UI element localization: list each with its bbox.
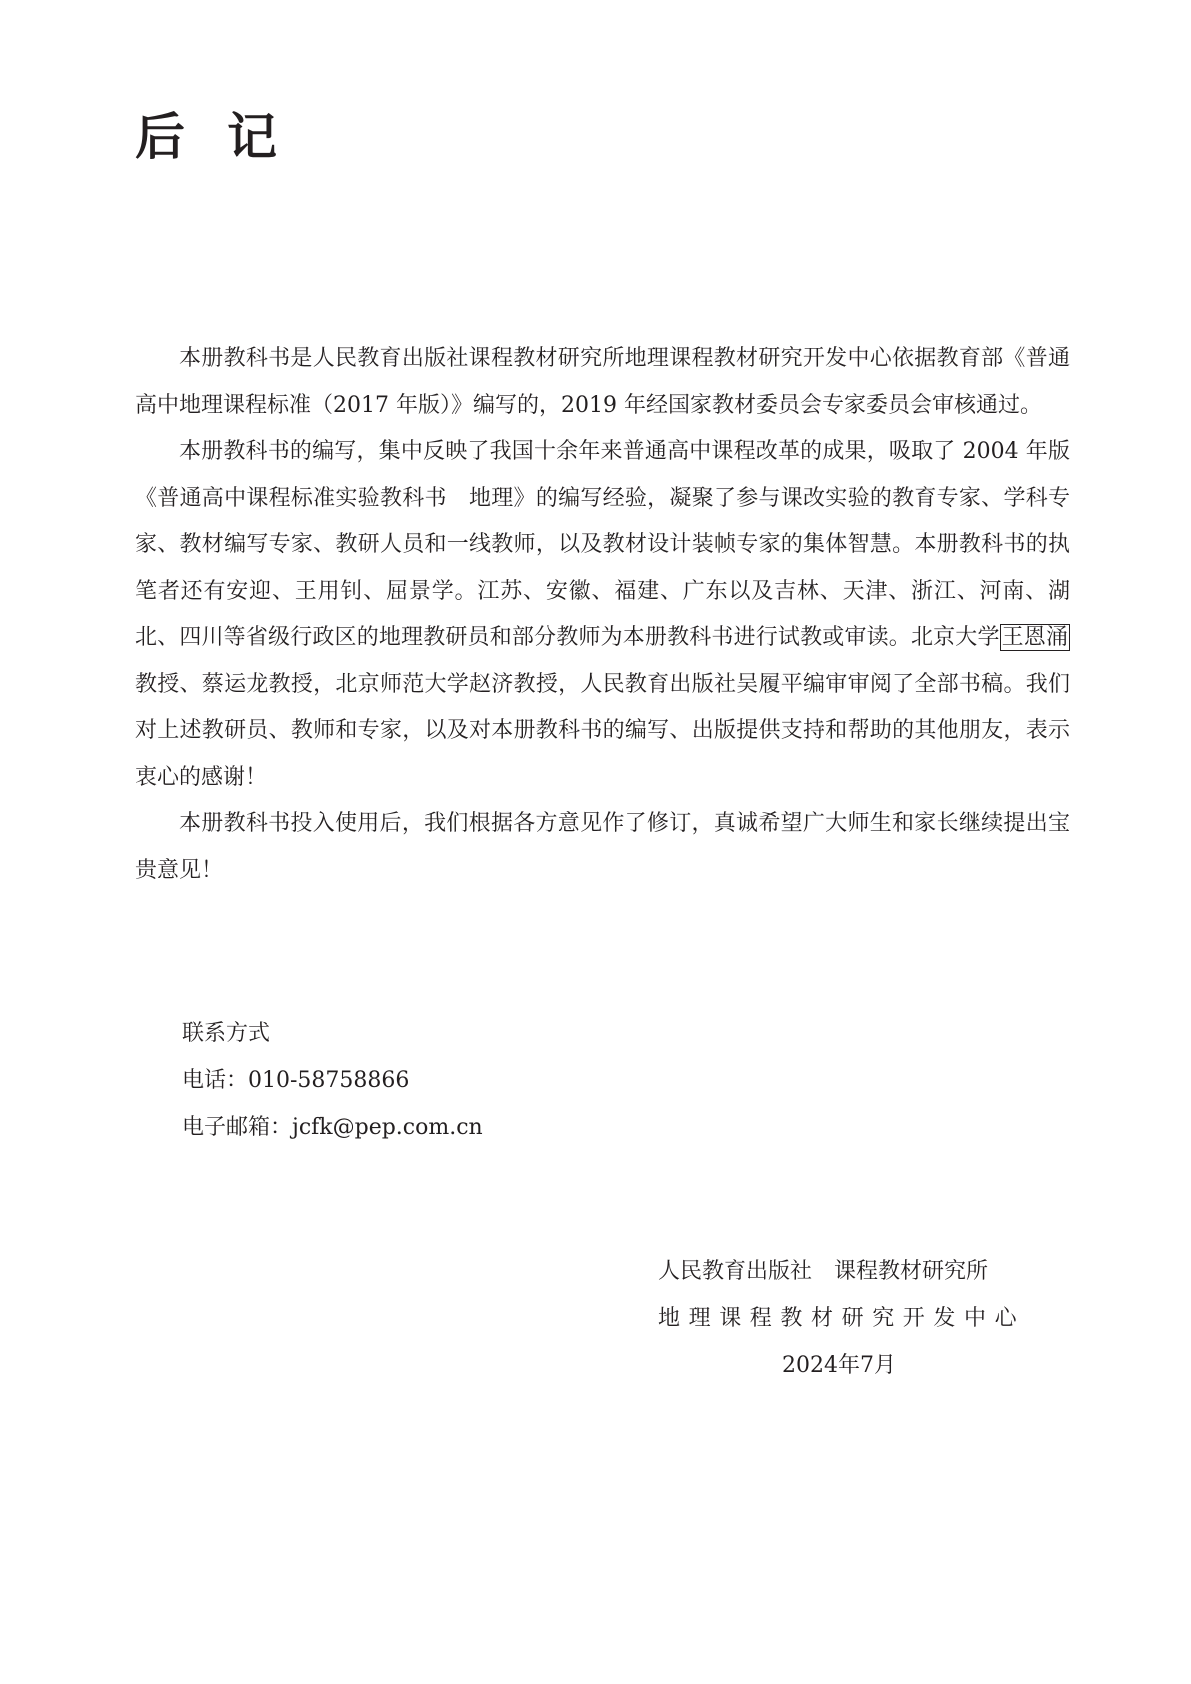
contact-info bbox=[182, 1010, 483, 1151]
paragraph-1: 本册教科书是人民教育出版社课程教材研究所地理课程教材研究开发中心依据教育部《普通高中地理课程标准（2017 年版）》编写的，2019 年经国家教材委员会专家委员会审核通过。 bbox=[135, 346, 1070, 418]
postscript-body bbox=[135, 336, 1070, 894]
paragraph-2-text-after: 教授、蔡运龙教授，北京师范大学赵济教授，人民教育出版社吴履平编审审阅了全部书稿。我们对上述教研员、教师和专家，以及对本册教科书的编写、出版提供支持和帮助的其他朋友，表示衷心的感谢！ bbox=[135, 671, 1070, 790]
contact-phone: 电话：010-58758866 bbox=[182, 1068, 410, 1093]
signature-center: 地理课程教材研究开发中心 bbox=[658, 1306, 1026, 1331]
signature-publisher: 人民教育出版社 课程教材研究所 bbox=[658, 1259, 989, 1284]
boxed-name: 王恩涌 bbox=[1001, 625, 1068, 650]
signature-date: 2024年7月 bbox=[782, 1353, 896, 1378]
page-title: 后记 bbox=[135, 107, 319, 166]
contact-heading: 联系方式 bbox=[182, 1021, 271, 1046]
signature-block bbox=[658, 1248, 1026, 1389]
contact-email: 电子邮箱：jcfk@pep.com.cn bbox=[182, 1115, 483, 1140]
paragraph-3: 本册教科书投入使用后，我们根据各方意见作了修订，真诚希望广大师生和家长继续提出宝贵意见！ bbox=[135, 811, 1070, 883]
paragraph-2 bbox=[135, 429, 1070, 801]
paragraph-2-text-before: 本册教科书的编写，集中反映了我国十余年来普通高中课程改革的成果，吸取了 2004 年版《普通高中课程标准实验教科书 地理》的编写经验，凝聚了参与课改实验的教育专家、学科专家、教材编写专家、教研人员和一线教师，以及教材设计装帧专家的集体智慧。本册教科书的执笔者还有安迎、王用钊、屈景学。江苏、安徽、福建、广东以及吉林、天津、浙江、河南、湖北、四川等省级行政区的地理教研员和部分教师为本册教科书进行试教或审读。北京大学 bbox=[135, 439, 1070, 650]
